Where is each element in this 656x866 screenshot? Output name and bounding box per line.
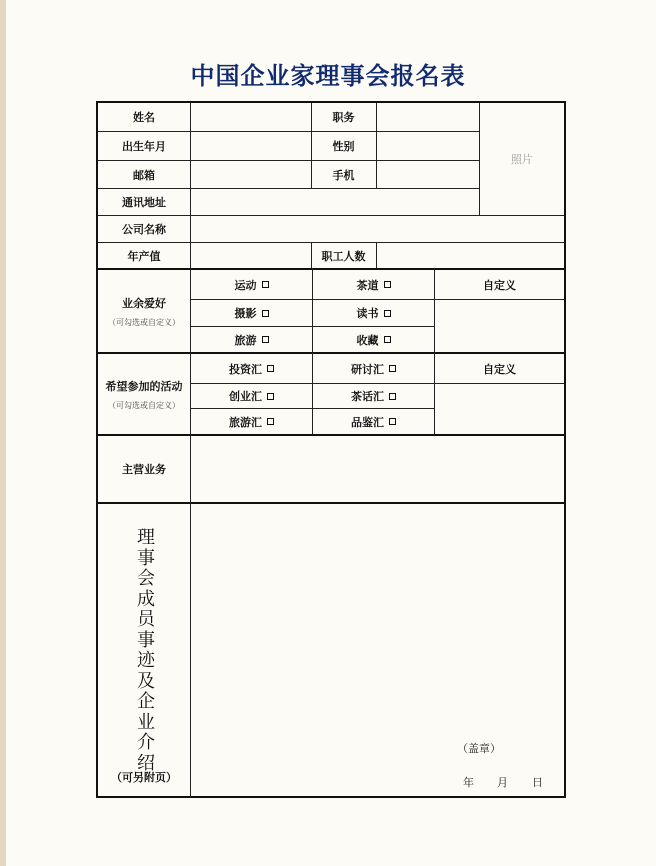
checkbox-icon[interactable] bbox=[389, 365, 396, 372]
hobby-option-travel[interactable]: 旅游 bbox=[191, 327, 312, 352]
activity-option-travel[interactable]: 旅游汇 bbox=[191, 409, 312, 434]
activity-custom-label: 自定义 bbox=[483, 362, 516, 376]
birth-field[interactable] bbox=[191, 132, 311, 160]
year-label: 年 bbox=[463, 776, 474, 789]
seal-label: （盖章） bbox=[457, 742, 501, 755]
page-edge bbox=[0, 0, 6, 866]
checkbox-icon[interactable] bbox=[267, 365, 274, 372]
business-label: 主营业务 bbox=[122, 463, 166, 476]
staff-label: 职工人数 bbox=[321, 249, 366, 263]
mobile-label: 手机 bbox=[332, 168, 355, 182]
hobby-custom-field[interactable] bbox=[435, 300, 564, 352]
activity-option-tasting[interactable]: 品鉴汇 bbox=[313, 409, 434, 434]
hobby-option-collect[interactable]: 收藏 bbox=[313, 327, 434, 352]
position-field[interactable] bbox=[377, 103, 479, 131]
company-label: 公司名称 bbox=[122, 223, 166, 236]
name-label: 姓名 bbox=[133, 111, 155, 124]
name-field[interactable] bbox=[191, 103, 311, 131]
activities-hint: （可勾选或自定义） bbox=[108, 400, 180, 410]
staff-field[interactable] bbox=[377, 243, 564, 268]
gender-label: 性别 bbox=[332, 140, 355, 153]
checkbox-icon[interactable] bbox=[389, 418, 396, 425]
mobile-field[interactable] bbox=[377, 161, 479, 188]
activities-label bbox=[98, 354, 190, 434]
checkbox-icon[interactable] bbox=[262, 281, 269, 288]
photo-box[interactable]: 照片 bbox=[511, 153, 533, 166]
hobby-option-photo[interactable]: 摄影 bbox=[191, 300, 312, 326]
hobbies-title: 业余爱好 bbox=[122, 296, 166, 310]
month-label: 月 bbox=[497, 776, 508, 789]
email-label: 邮箱 bbox=[133, 168, 155, 182]
checkbox-icon[interactable] bbox=[267, 418, 274, 425]
activity-option-seminar[interactable]: 研讨汇 bbox=[313, 354, 434, 383]
checkbox-icon[interactable] bbox=[389, 393, 396, 400]
hobby-option-reading[interactable]: 读书 bbox=[313, 300, 434, 326]
business-field[interactable] bbox=[191, 436, 564, 502]
intro-label-cell bbox=[98, 504, 190, 798]
activity-option-invest[interactable]: 投资汇 bbox=[191, 354, 312, 383]
activities-title: 希望参加的活动 bbox=[105, 379, 183, 393]
intro-note: （可另附页） bbox=[111, 771, 177, 784]
checkbox-icon[interactable] bbox=[262, 336, 269, 343]
checkbox-icon[interactable] bbox=[384, 281, 391, 288]
hobby-custom-label: 自定义 bbox=[483, 278, 516, 292]
address-field[interactable] bbox=[191, 189, 479, 215]
output-label: 年产值 bbox=[127, 249, 161, 263]
company-field[interactable] bbox=[191, 216, 564, 242]
intro-field[interactable] bbox=[191, 504, 564, 798]
address-label: 通讯地址 bbox=[122, 196, 166, 209]
gender-field[interactable] bbox=[377, 132, 479, 160]
intro-label: 理事会成员事迹及企业介绍 bbox=[137, 527, 155, 774]
activity-option-startup[interactable]: 创业汇 bbox=[191, 384, 312, 408]
output-field[interactable] bbox=[191, 243, 311, 268]
checkbox-icon[interactable] bbox=[384, 310, 391, 317]
email-field[interactable] bbox=[191, 161, 311, 188]
hobby-option-tea[interactable]: 茶道 bbox=[313, 270, 434, 299]
activity-custom-field[interactable] bbox=[435, 384, 564, 434]
checkbox-icon[interactable] bbox=[267, 393, 274, 400]
hobby-option-sport[interactable]: 运动 bbox=[191, 270, 312, 299]
day-label: 日 bbox=[532, 776, 543, 789]
registration-form bbox=[96, 101, 566, 798]
birth-label: 出生年月 bbox=[122, 140, 166, 153]
hobbies-hint: （可勾选或自定义） bbox=[108, 317, 180, 327]
checkbox-icon[interactable] bbox=[262, 310, 269, 317]
activity-option-tea-party[interactable]: 茶话汇 bbox=[313, 384, 434, 408]
hobbies-label bbox=[98, 270, 190, 352]
checkbox-icon[interactable] bbox=[384, 336, 391, 343]
form-title: 中国企业家理事会报名表 bbox=[190, 61, 466, 90]
position-label: 职务 bbox=[332, 111, 355, 124]
